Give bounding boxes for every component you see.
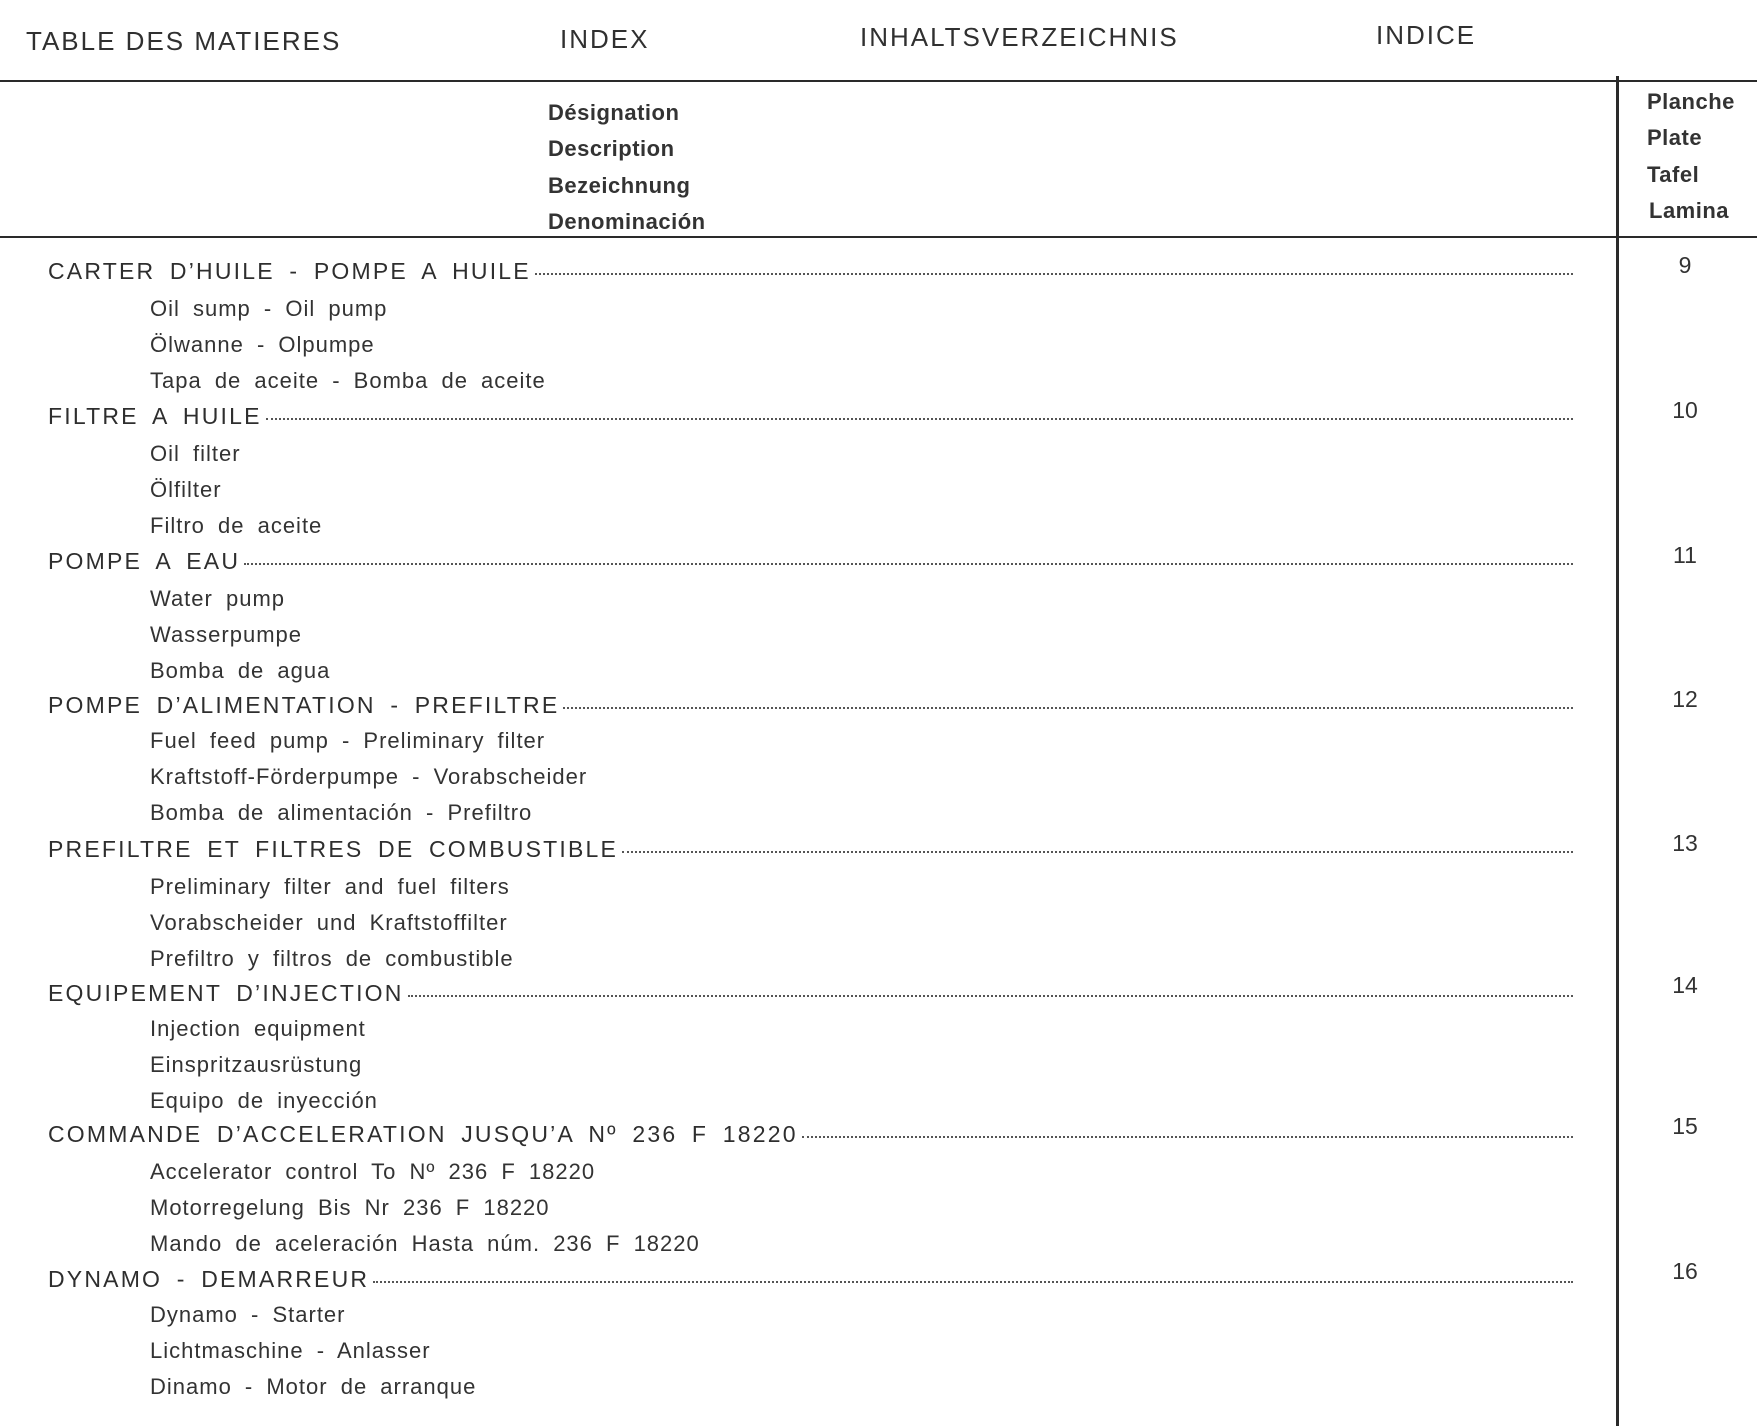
entry-subtitle-en: Dynamo - Starter [150,1302,346,1327]
contents-entry [0,1113,1757,1266]
entry-subtitle-de: Einspritzausrüstung [150,1052,363,1077]
entry-subtitle-es: Mando de aceleración Hasta núm. 236 F 18220 [150,1231,700,1256]
entry-title-row [48,1266,1573,1302]
contents-entry [0,1258,1757,1411]
header-designation-de: Bezeichnung [548,173,691,198]
dot-leader [408,994,1573,997]
dot-leader [266,417,1573,420]
entry-title-row [48,980,1573,1016]
entry-subtitle-es: Bomba de agua [150,658,331,683]
header-plate-es: Lamina [1649,198,1730,223]
header-bottom-rule [0,236,1757,238]
entry-subtitle-en: Fuel feed pump - Preliminary filter [150,728,546,753]
top-rule [0,80,1757,82]
header-plate-en: Plate [1647,125,1703,150]
entry-plate-number: 10 [1672,397,1698,423]
header-designation-fr: Désignation [548,100,680,125]
entry-subtitle-de: Vorabscheider und Kraftstoffilter [150,910,508,935]
dot-leader [373,1280,1573,1283]
contents-entry [0,252,1757,403]
entry-subtitle-de: Ölwanne - Olpumpe [150,332,375,357]
entry-title-row [48,1121,1573,1157]
header-designation-es: Denominación [548,209,706,234]
entry-subtitle-en: Oil sump - Oil pump [150,296,388,321]
entry-subtitle-es: Equipo de inyección [150,1088,378,1113]
entry-subtitle-de: Lichtmaschine - Anlasser [150,1338,431,1363]
dot-leader [802,1135,1573,1138]
entry-title-row [48,403,1573,439]
entry-title-row [48,548,1573,584]
entry-plate-number: 14 [1672,972,1698,998]
entry-title: COMMANDE D’ACCELERATION JUSQU’A Nº 236 F 18220 [48,1121,798,1147]
header-plate-fr: Planche [1647,89,1735,114]
entry-plate-number: 13 [1672,830,1698,856]
entry-title: CARTER D’HUILE - POMPE A HUILE [48,258,531,284]
entry-plate-number: 16 [1672,1258,1698,1284]
entry-subtitle-en: Preliminary filter and fuel filters [150,874,510,899]
entry-subtitle-es: Bomba de alimentación - Prefiltro [150,800,533,825]
entry-subtitle-es: Tapa de aceite - Bomba de aceite [150,368,546,393]
entry-subtitle-de: Wasserpumpe [150,622,303,647]
title-es: INDICE [1376,20,1477,50]
title-en: INDEX [560,24,650,54]
entry-title-row [48,836,1573,872]
entry-subtitle-de: Motorregelung Bis Nr 236 F 18220 [150,1195,550,1220]
entry-subtitle-es: Prefiltro y filtros de combustible [150,946,514,971]
entry-subtitle-es: Filtro de aceite [150,513,323,538]
entry-plate-number: 12 [1672,686,1698,712]
dot-leader [563,706,1573,709]
entry-subtitle-de: Ölfilter [150,477,222,502]
contents-entry [0,830,1757,981]
entry-plate-number: 9 [1678,252,1692,278]
entry-title-row [48,692,1573,728]
contents-entry [0,686,1757,837]
dot-leader [622,850,1573,853]
entry-title: EQUIPEMENT D’INJECTION [48,980,404,1006]
entry-title: DYNAMO - DEMARREUR [48,1266,370,1292]
entry-plate-number: 11 [1673,542,1697,568]
contents-entry [0,397,1757,548]
contents-entry [0,542,1757,693]
entry-subtitle-en: Oil filter [150,441,241,466]
entry-plate-number: 15 [1672,1113,1698,1139]
entry-subtitle-en: Injection equipment [150,1016,366,1041]
entry-subtitle-de: Kraftstoff-Förderpumpe - Vorabscheider [150,764,588,789]
header-plate-de: Tafel [1647,162,1700,187]
entry-subtitle-en: Water pump [150,586,286,611]
entry-subtitle-es: Dinamo - Motor de arranque [150,1374,477,1399]
header-designation-en: Description [548,136,675,161]
entry-subtitle-en: Accelerator control To Nº 236 F 18220 [150,1159,596,1184]
entry-title: POMPE A EAU [48,548,241,574]
entry-title: POMPE D’ALIMENTATION - PREFILTRE [48,692,560,718]
entry-title: PREFILTRE ET FILTRES DE COMBUSTIBLE [48,836,619,862]
entry-title: FILTRE A HUILE [48,403,262,429]
dot-leader [244,562,1573,565]
entry-title-row [48,258,1573,294]
contents-entry [0,972,1757,1125]
dot-leader [535,272,1573,275]
title-de: INHALTSVERZEICHNIS [860,22,1179,52]
title-fr: TABLE DES MATIERES [26,26,342,56]
